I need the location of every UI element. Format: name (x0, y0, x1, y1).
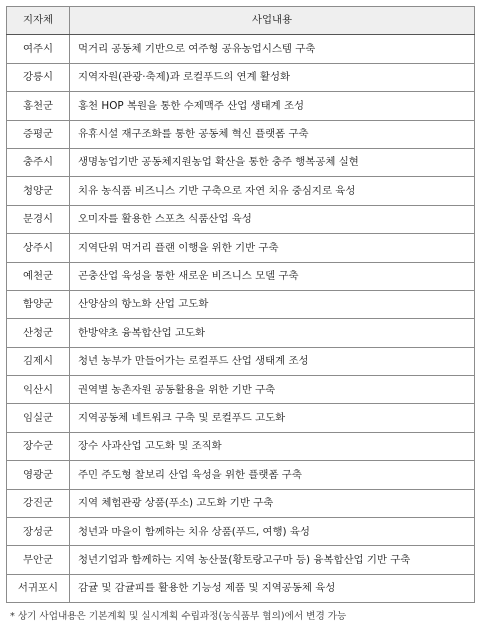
region-cell: 영광군 (7, 461, 70, 489)
region-cell: 충주시 (7, 148, 70, 176)
table-row (7, 205, 475, 233)
region-cell: 무안군 (7, 546, 70, 574)
table-row (7, 518, 475, 546)
content-cell: 장수 사과산업 고도화 및 조직화 (70, 432, 475, 460)
table-row (7, 489, 475, 517)
content-cell: 산양삼의 항노화 산업 고도화 (70, 290, 475, 318)
table-row (7, 35, 475, 63)
content-cell: 오미자를 활용한 스포츠 식품산업 육성 (70, 205, 475, 233)
table-row (7, 92, 475, 120)
content-cell: 주민 주도형 찰보리 산업 육성을 위한 플랫폼 구축 (70, 461, 475, 489)
table-row (7, 404, 475, 432)
table-row (7, 177, 475, 205)
header-region: 지자체 (7, 7, 70, 35)
region-cell: 함양군 (7, 290, 70, 318)
region-cell: 강릉시 (7, 63, 70, 91)
region-cell: 문경시 (7, 205, 70, 233)
content-cell: 지역단위 먹거리 플랜 이행을 위한 기반 구축 (70, 234, 475, 262)
region-cell: 증평군 (7, 120, 70, 148)
table-row (7, 290, 475, 318)
table-row (7, 461, 475, 489)
region-cell: 장성군 (7, 518, 70, 546)
table-row (7, 262, 475, 290)
content-cell: 지역자원(관광·축제)과 로컬푸드의 연계 활성화 (70, 63, 475, 91)
table-row (7, 376, 475, 404)
region-cell: 서귀포시 (7, 574, 70, 602)
content-cell: 청년과 마을이 함께하는 치유 상품(푸드, 여행) 육성 (70, 518, 475, 546)
content-cell: 지역공동체 네트워크 구축 및 로컬푸드 고도화 (70, 404, 475, 432)
table-row (7, 574, 475, 602)
region-cell: 여주시 (7, 35, 70, 63)
table-header-row (7, 7, 475, 35)
table-body (7, 35, 475, 603)
content-cell: 생명농업기반 공동체지원농업 확산을 통한 충주 행복공체 실현 (70, 148, 475, 176)
content-cell: 홍천 HOP 복원을 통한 수제맥주 산업 생태계 조성 (70, 92, 475, 120)
table-row (7, 120, 475, 148)
region-cell: 김제시 (7, 347, 70, 375)
header-content: 사업내용 (70, 7, 475, 35)
content-cell: 한방약초 융복합산업 고도화 (70, 319, 475, 347)
content-cell: 먹거리 공동체 기반으로 여주형 공유농업시스템 구축 (70, 35, 475, 63)
content-cell: 감귤 및 감귤피를 활용한 기능성 제품 및 지역공동체 육성 (70, 574, 475, 602)
content-cell: 유휴시설 재구조화를 통한 공동체 혁신 플랫폼 구축 (70, 120, 475, 148)
table-row (7, 234, 475, 262)
region-cell: 청양군 (7, 177, 70, 205)
project-table (6, 6, 475, 603)
content-cell: 치유 농식품 비즈니스 기반 구축으로 자연 치유 중심지로 육성 (70, 177, 475, 205)
document (6, 6, 474, 622)
content-cell: 곤충산업 육성을 통한 새로운 비즈니스 모델 구축 (70, 262, 475, 290)
region-cell: 홍천군 (7, 92, 70, 120)
region-cell: 산청군 (7, 319, 70, 347)
footnote: * 상기 사업내용은 기본계획 및 실시계획 수립과정(농식품부 협의)에서 변경 가능 (10, 611, 347, 622)
content-cell: 지역 체험관광 상품(푸소) 고도화 기반 구축 (70, 489, 475, 517)
table-row (7, 432, 475, 460)
content-cell: 권역별 농촌자원 공동활용을 위한 기반 구축 (70, 376, 475, 404)
table-row (7, 347, 475, 375)
region-cell: 장수군 (7, 432, 70, 460)
region-cell: 익산시 (7, 376, 70, 404)
region-cell: 강진군 (7, 489, 70, 517)
table-row (7, 63, 475, 91)
region-cell: 임실군 (7, 404, 70, 432)
content-cell: 청년 농부가 만들어가는 로컬푸드 산업 생태계 조성 (70, 347, 475, 375)
table-row (7, 319, 475, 347)
table-row (7, 148, 475, 176)
content-cell: 청년기업과 함께하는 지역 농산물(황토랑고구마 등) 융복합산업 기반 구축 (70, 546, 475, 574)
region-cell: 예천군 (7, 262, 70, 290)
region-cell: 상주시 (7, 234, 70, 262)
table-row (7, 546, 475, 574)
